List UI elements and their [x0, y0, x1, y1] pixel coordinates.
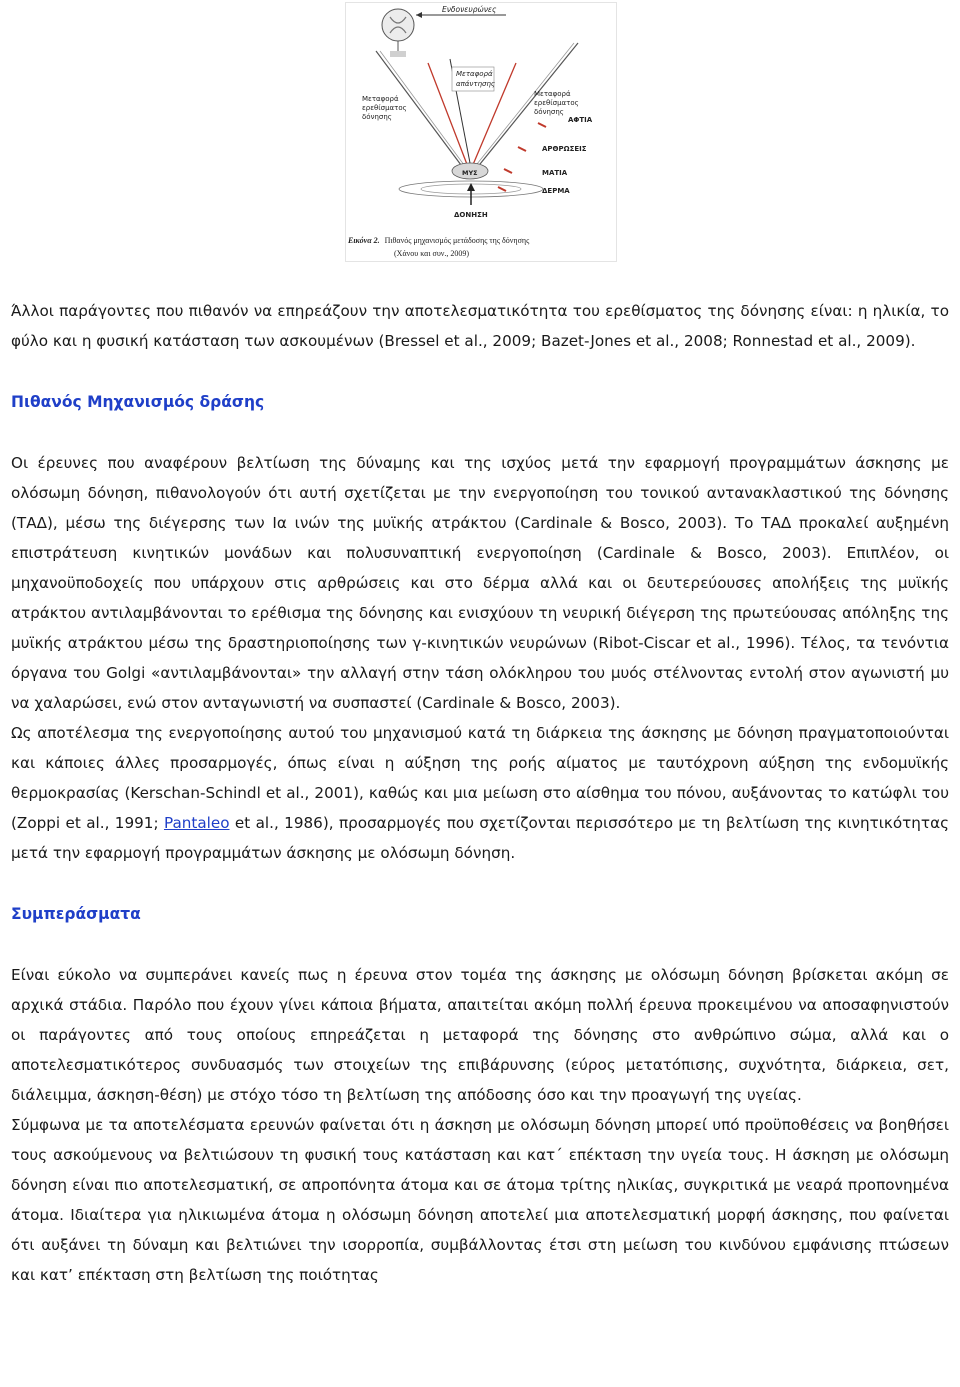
receptor-list	[498, 116, 593, 195]
left-label-1: Μεταφορά	[362, 95, 399, 103]
caption-text: Πιθανός μηχανισμός μετάδοσης της δόνησης	[384, 236, 530, 245]
paragraph-conclusions: Είναι εύκολο να συμπεράνει κανείς πως η έρευνα στον τομέα της άσκησης με ολόσωμη δόνηση βρίσκεται ακόμη σε αρχικά στάδια. Παρόλο που έχουν γίνει κάποια βήματα, απαιτείται ακόμη πολλή έρευνα προκειμένου να αποσαφηνιστούν οι παράγοντες από τους οποίους επηρεάζεται η μεταφορά της δόνησης στο ανθρώπινο σώμα, αλλά και ο αποτελεσματικότερος συνδυασμός των στοιχείων της επιβάρυνσης (εύρος μετατόπισης, συχνότητα, διάρκεια, σετ, διάλειμμα, άσκηση-θέση) με στόχο τόσο τη βελτίωση της απόδοσης όσο και την προαγωγή της υγείας.	[11, 966, 949, 1104]
figure-caption	[347, 236, 530, 245]
pantaleo-link[interactable]: Pantaleo	[163, 814, 230, 832]
paragraph-benefits: Σύμφωνα με τα αποτελέσματα ερευνών φαίνεται ότι η άσκηση με ολόσωμη δόνηση μπορεί υπό προϋποθέσεις να βοηθήσει τους ασκούμενους να βελτιώσουν τη φυσική τους κατάσταση και κατ΄ επέκταση την υγεία τους. Η άσκηση με ολόσωμη δόνηση είναι πιο αποτελεσματική, σε απροπόνητα άτομα και σε άτομα τρίτης ηλικίας, συγκριτικά με νεαρά προπονημένα άτομα. Ιδιαίτερα για ηλικιωμένα άτομα η ολόσωμη δόνηση αποτελεί μια αποτελεσματική μορφή άσκησης, που φαίνεται ότι αυξάνει τη δύναμη και βελτιώνει την ισορροπία, συμβάλλοντας έτσι στη μείωση του κινδύνου εμφάνισης πτώσεων και κατ’ επέκταση στη βελτίωση της ποιότητας	[11, 1116, 949, 1284]
right-label-1: Μεταφορά	[534, 90, 571, 98]
heading-mechanism: Πιθανός Μηχανισμός δράσης	[11, 393, 265, 411]
left-label-2: ερεθίσματος	[362, 104, 407, 112]
spinal-column	[390, 51, 406, 57]
figure-source: (Χάνου και συν., 2009)	[394, 249, 470, 258]
center-label-2: απάντησης	[456, 80, 495, 88]
paragraph-mechanism: Οι έρευνες που αναφέρουν βελτίωση της δύναμης και της ισχύος μετά την εφαρμογή προγραμμάτων άσκησης με ολόσωμη δόνηση, πιθανολογούν ότι αυτή σχετίζεται με την ενεργοποίηση του τονικού αντανακλαστικού της δόνησης (ΤΑΔ), μέσω της διέγερσης των Ια ινών της μυϊκής ατράκτου (Cardinale & Bosco, 2003). Το ΤΑΔ προκαλεί αυξημένη επιστράτευση κινητικών μονάδων και πολυσυναπτική ενεργοποίηση (Cardinale & Bosco, 2003). Επιπλέον, οι μηχανοϋποδοχείς που υπάρχουν στις αρθρώσεις και στο δέρμα αλλά και οι δευτερεύουσες απολήξεις της μυϊκής ατράκτου αντιλαμβάνονται το ερέθισμα της δόνησης και ενισχύουν τη νευρική διέγερση της πρωτεύουσας απόληξης της μυϊκής ατράκτου μέσω της δραστηριοποίησης των γ-κινητικών νευρώνων (Ribot-Ciscar et al., 1996). Τέλος, τα τενόντια όργανα του Golgi «αντιλαμβάνονται» την αλλαγή στην τάση ολόκληρου του μυός στέλνοντας εντολή στον αγωνιστή μυ να χαλαρώσει, ενώ στον ανταγωνιστή να συσπαστεί (Cardinale & Bosco, 2003).	[11, 454, 949, 712]
mechanism-figure	[345, 2, 617, 262]
caption-number: Εικόνα 2.	[348, 236, 380, 245]
receptor-eyes: ΜΑΤΙΑ	[542, 169, 568, 177]
paragraph-adaptations	[11, 718, 949, 868]
paragraph-adaptations-part2: et al., 1986), προσαρμογές που σχετίζονται περισσότερο με τη βελτίωση της κινητικότητας μετά την εφαρμογή προγραμμάτων άσκησης με ολόσωμη δόνηση.	[11, 814, 950, 862]
vibration-platform-icon	[399, 181, 543, 205]
right-label-3: δόνησης	[534, 108, 564, 116]
receptor-joints: ΑΡΘΡΩΣΕΙΣ	[542, 145, 587, 153]
spinal-cord-icon	[382, 9, 414, 51]
muscle-label: ΜΥΣ	[462, 169, 478, 177]
article-body	[11, 296, 949, 1290]
center-label-1: Μεταφορά	[456, 70, 493, 78]
top-label: Ενδονευρώνες	[442, 5, 497, 14]
vibration-label: ΔΟΝΗΣΗ	[454, 211, 488, 219]
mechanism-diagram	[346, 3, 616, 261]
receptor-skin: ΔΕΡΜΑ	[542, 187, 570, 195]
receptor-ear: ΑΦΤΙΑ	[568, 116, 593, 124]
right-label-2: ερεθίσματος	[534, 99, 579, 107]
paragraph-adaptations-part1: Ως αποτέλεσμα της ενεργοποίησης αυτού του μηχανισμού κατά τη διάρκεια της άσκησης με δόνηση πραγματοποιούνται και κάποιες άλλες προσαρμογές, όπως είναι η αύξηση της ροής αίματος με ταυτόχρονη αύξηση της ενδομυϊκής θερμοκρασίας (Kerschan-Schindl et al., 2001), καθώς και μια μείωση στο αίσθημα του πόνου, αυξάνοντας το κατώφλι του (Zoppi et al., 1991;	[11, 724, 949, 832]
heading-conclusions: Συμπεράσματα	[11, 905, 141, 923]
paragraph-factors: Άλλοι παράγοντες που πιθανόν να επηρεάζουν την αποτελεσματικότητα του ερεθίσματος της δόνησης είναι: η ηλικία, το φύλο και η φυσική κατάσταση των ασκουμένων (Bressel et al., 2009; Bazet-Jones et al., 2008; Ronnestad et al., 2009).	[11, 302, 949, 350]
left-label-3: δόνησης	[362, 113, 392, 121]
